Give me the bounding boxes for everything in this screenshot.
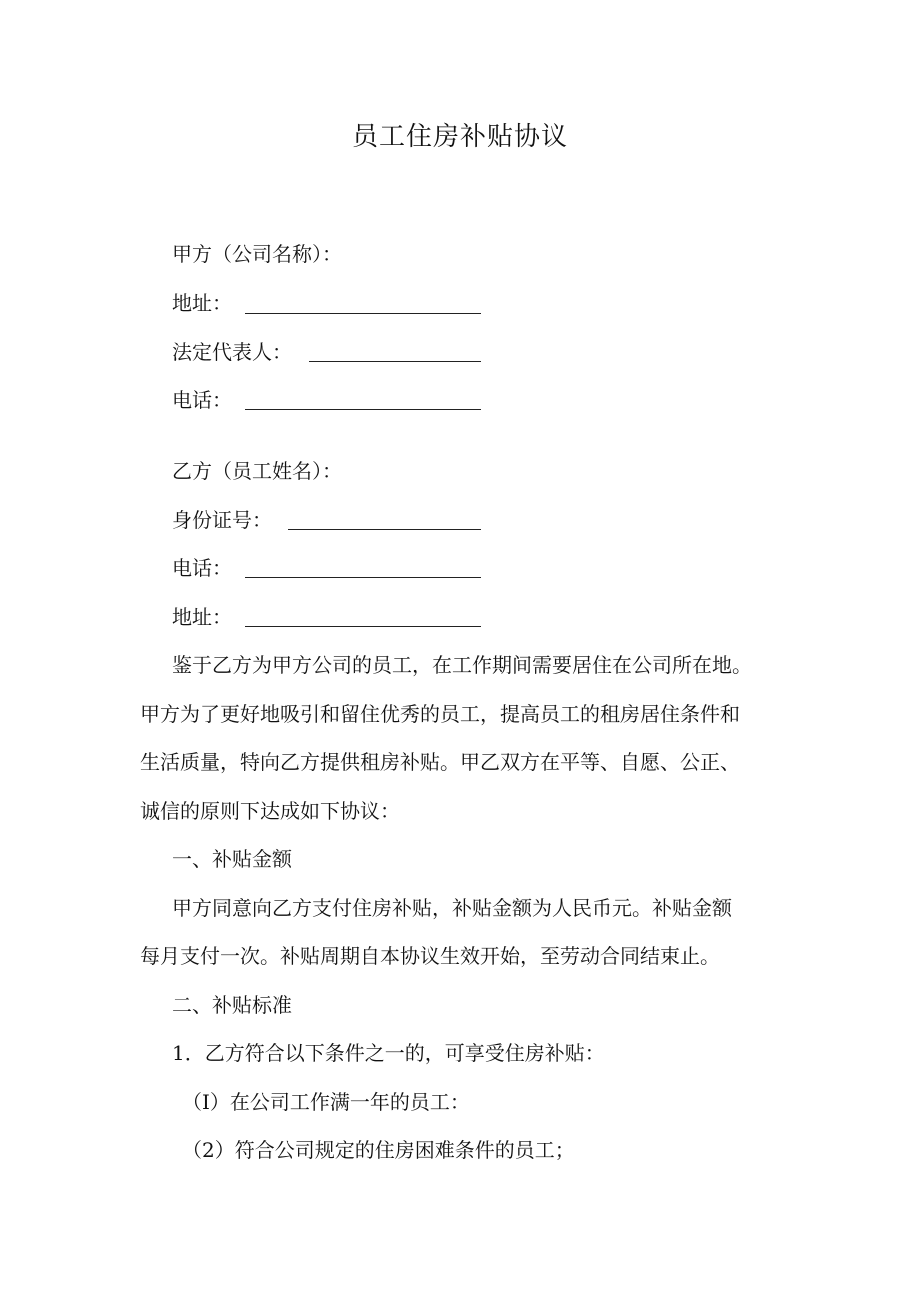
party-a-heading: 甲方（公司名称）：: [172, 242, 342, 266]
section-2-sub-item-2: （2）符合公司规定的住房困难条件的员工；: [182, 1138, 575, 1162]
document-title: 员工住房补贴协议: [351, 122, 568, 152]
preamble-line: 生活质量，特向乙方提供租房补贴。甲乙双方在平等、自愿、公正、: [140, 750, 740, 774]
party-b-phone-blank: [245, 577, 481, 578]
section-2-heading: 二、补贴标准: [172, 993, 292, 1017]
preamble-line: 甲方为了更好地吸引和留住优秀的员工，提高员工的租房居住条件和: [140, 702, 740, 726]
party-a-phone-blank: [245, 409, 481, 410]
party-a-address-label: 地址：: [172, 291, 232, 315]
section-2-sub-item-1: （I）在公司工作满一年的员工：: [182, 1090, 470, 1114]
party-a-legal-rep-blank: [309, 361, 481, 362]
party-a-phone-label: 电话：: [172, 388, 232, 412]
section-1-heading: 一、补贴金额: [172, 847, 292, 871]
party-b-address-label: 地址：: [172, 605, 232, 629]
party-b-address-blank: [245, 626, 481, 627]
section-1-line: 每月支付一次。补贴周期自本协议生效开始，至劳动合同结束止。: [140, 944, 720, 968]
section-1-line: 甲方同意向乙方支付住房补贴，补贴金额为人民币元。补贴金额: [172, 896, 732, 920]
party-b-id-blank: [288, 529, 481, 530]
preamble-line: 鉴于乙方为甲方公司的员工，在工作期间需要居住在公司所在地。: [172, 653, 752, 677]
party-a-address-blank: [245, 313, 481, 314]
party-a-legal-rep-label: 法定代表人：: [172, 340, 292, 364]
party-b-heading: 乙方（员工姓名）：: [172, 459, 342, 483]
section-2-item-1: 1．乙方符合以下条件之一的，可享受住房补贴：: [172, 1041, 605, 1065]
party-b-phone-label: 电话：: [172, 556, 232, 580]
preamble-line: 诚信的原则下达成如下协议：: [140, 799, 400, 823]
party-b-id-label: 身份证号：: [172, 508, 272, 532]
